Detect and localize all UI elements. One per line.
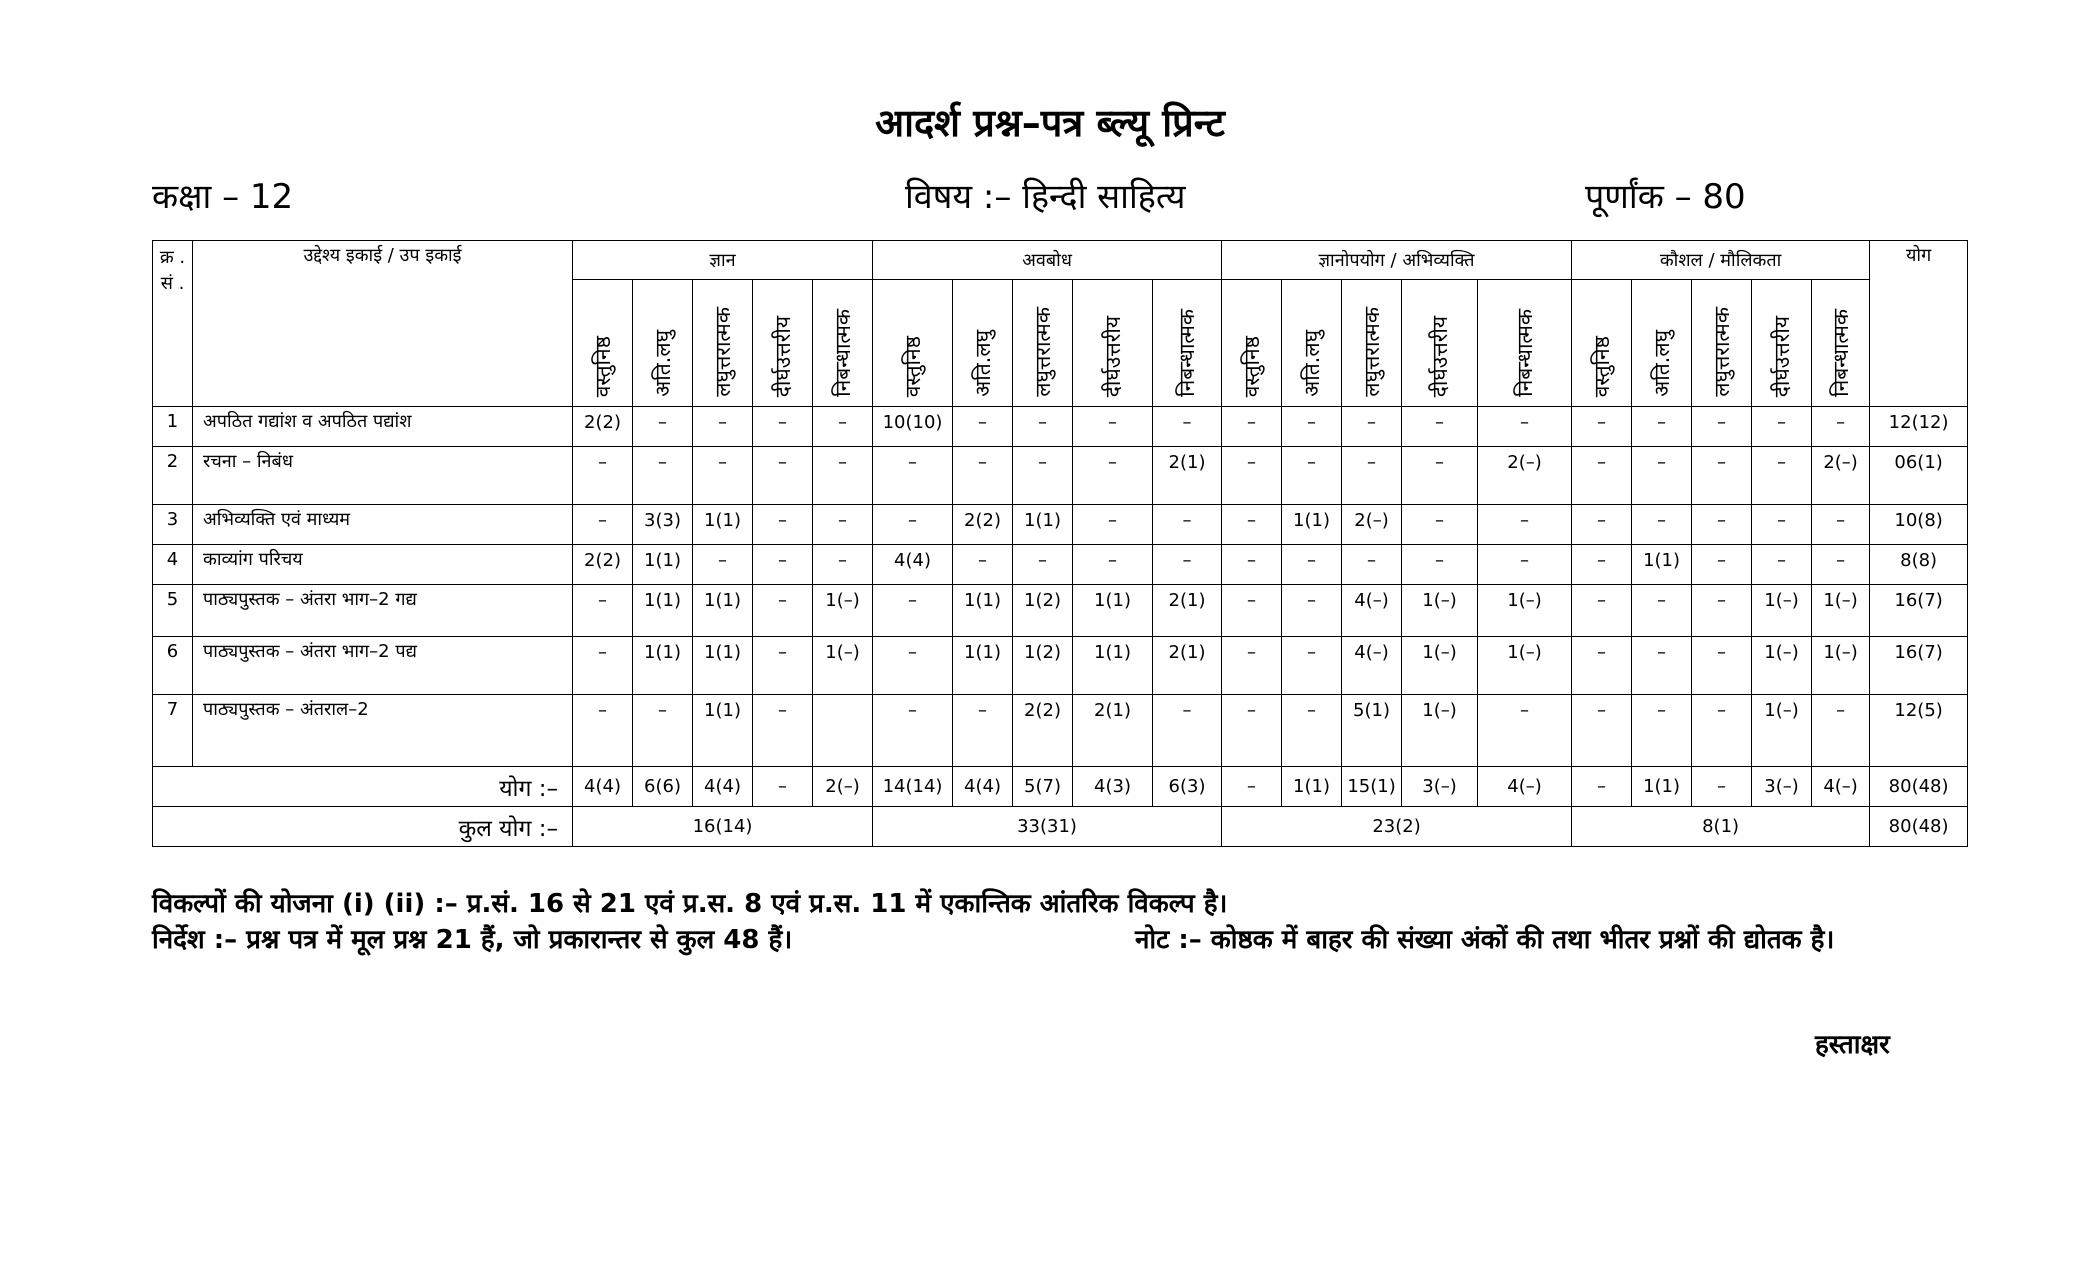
sub-header: [1153, 280, 1222, 407]
sub-header: [1013, 280, 1073, 407]
marks-cell: 1(1): [1013, 505, 1073, 545]
unit-name: रचना – निबंध: [193, 447, 573, 505]
unit-name: अपठित गद्यांश व अपठित पद्यांश: [193, 407, 573, 447]
sum-cell: 1(1): [1282, 767, 1342, 807]
marks-cell: –: [1342, 447, 1402, 505]
marks-cell: [813, 695, 873, 767]
sum-cell: 6(3): [1153, 767, 1222, 807]
sub-header-label: वस्तुनिष्ठ: [1589, 335, 1614, 397]
marks-cell: –: [1692, 585, 1752, 637]
marks-cell: 1(–): [1478, 585, 1572, 637]
marks-cell: –: [1692, 637, 1752, 695]
marks-cell: –: [753, 585, 813, 637]
marks-cell: –: [1692, 545, 1752, 585]
marks-cell: –: [573, 695, 633, 767]
marks-cell: 1(1): [1073, 637, 1153, 695]
marks-cell: –: [1153, 545, 1222, 585]
marks-cell: –: [1572, 447, 1632, 505]
marks-cell: 2(1): [1153, 447, 1222, 505]
marks-cell: –: [1402, 505, 1478, 545]
sub-header-label: निबन्धात्मक: [1512, 309, 1537, 397]
sub-header: [633, 280, 693, 407]
marks-cell: –: [573, 585, 633, 637]
marks-cell: –: [953, 695, 1013, 767]
marks-cell: –: [1402, 545, 1478, 585]
marks-cell: –: [693, 545, 753, 585]
marks-cell: –: [1572, 407, 1632, 447]
marks-cell: 1(1): [1632, 545, 1692, 585]
marks-cell: –: [873, 585, 953, 637]
marks-cell: –: [1222, 407, 1282, 447]
marks-cell: –: [1282, 585, 1342, 637]
footnote: नोट :– कोष्ठक में बाहर की संख्या अंकों की तथा भीतर प्रश्नों की द्योतक है।: [1135, 925, 1835, 955]
marks-cell: –: [1752, 407, 1812, 447]
sub-header: [953, 280, 1013, 407]
sub-header-label: दीर्घउत्तरीय: [1100, 315, 1125, 397]
serial-number: 4: [153, 545, 193, 585]
marks-cell: 1(–): [1478, 637, 1572, 695]
sub-header-label: निबन्धात्मक: [830, 309, 855, 397]
subject-label: विषय :– हिन्दी साहित्य: [905, 177, 1186, 217]
marks-cell: 1(1): [1282, 505, 1342, 545]
marks-cell: –: [1572, 505, 1632, 545]
marks-cell: –: [873, 505, 953, 545]
marks-cell: –: [1752, 447, 1812, 505]
marks-cell: 2(2): [573, 545, 633, 585]
sum-cell: 4(–): [1812, 767, 1870, 807]
marks-cell: –: [1812, 505, 1870, 545]
sum-cell: 1(1): [1632, 767, 1692, 807]
table-row: [153, 637, 1968, 695]
marks-cell: –: [1752, 505, 1812, 545]
marks-cell: –: [1342, 545, 1402, 585]
sub-header: [1752, 280, 1812, 407]
sum-cell: –: [1222, 767, 1282, 807]
sum-row: [153, 767, 1968, 807]
row-total: 12(5): [1870, 695, 1968, 767]
marks-cell: –: [753, 695, 813, 767]
marks-cell: 1(1): [633, 545, 693, 585]
marks-cell: –: [1073, 505, 1153, 545]
sum-cell: 4(4): [953, 767, 1013, 807]
sub-header-label: दीर्घउत्तरीय: [770, 315, 795, 397]
row-total: 16(7): [1870, 585, 1968, 637]
marks-cell: –: [1812, 695, 1870, 767]
marks-cell: 1(–): [1752, 637, 1812, 695]
marks-cell: 1(1): [953, 585, 1013, 637]
sub-header: [1402, 280, 1478, 407]
marks-cell: 1(–): [1812, 637, 1870, 695]
marks-cell: –: [953, 407, 1013, 447]
marks-cell: 1(–): [813, 585, 873, 637]
sub-header: [1073, 280, 1153, 407]
sum-cell: –: [1692, 767, 1752, 807]
direction-note: निर्देश :– प्रश्न पत्र में मूल प्रश्न 21 हैं, जो प्रकारान्तर से कुल 48 हैं।: [152, 925, 793, 955]
grand-total-cell: 33(31): [873, 807, 1222, 847]
sub-header: [1572, 280, 1632, 407]
table-row: [153, 505, 1968, 545]
table-row: [153, 545, 1968, 585]
marks-cell: –: [1692, 505, 1752, 545]
marks-cell: 1(–): [1752, 695, 1812, 767]
marks-cell: –: [753, 637, 813, 695]
sub-header: [873, 280, 953, 407]
marks-cell: 4(4): [873, 545, 953, 585]
marks-cell: 1(–): [1402, 585, 1478, 637]
serial-number: 3: [153, 505, 193, 545]
marks-cell: –: [873, 695, 953, 767]
sum-cell: 4(4): [573, 767, 633, 807]
sum-cell: 5(7): [1013, 767, 1073, 807]
grand-total-cell: 23(2): [1222, 807, 1572, 847]
sum-cell: 4(4): [693, 767, 753, 807]
sub-header-label: अति.लघु: [1649, 330, 1674, 397]
sub-header: [1632, 280, 1692, 407]
marks-cell: –: [1632, 407, 1692, 447]
sub-header: [753, 280, 813, 407]
row-total: 10(8): [1870, 505, 1968, 545]
marks-cell: –: [813, 545, 873, 585]
serial-number: 6: [153, 637, 193, 695]
marks-cell: –: [1632, 447, 1692, 505]
marks-cell: –: [1572, 695, 1632, 767]
marks-cell: –: [633, 695, 693, 767]
sub-header-label: अति.लघु: [1299, 330, 1324, 397]
grand-total-row: [153, 807, 1968, 847]
marks-cell: –: [1153, 695, 1222, 767]
marks-cell: –: [1073, 407, 1153, 447]
marks-cell: 1(1): [693, 505, 753, 545]
marks-cell: –: [1402, 447, 1478, 505]
marks-cell: 4(–): [1342, 585, 1402, 637]
grand-total-value: 80(48): [1870, 807, 1968, 847]
marks-cell: –: [753, 407, 813, 447]
sub-header-label: लघुत्तरात्मक: [1709, 307, 1734, 397]
marks-cell: –: [873, 637, 953, 695]
marks-cell: –: [1812, 407, 1870, 447]
sub-header-label: निबन्धात्मक: [1175, 309, 1200, 397]
marks-cell: –: [1282, 407, 1342, 447]
marks-cell: 1(1): [693, 585, 753, 637]
marks-cell: 2(–): [1342, 505, 1402, 545]
table-row: [153, 407, 1968, 447]
marks-cell: –: [1222, 447, 1282, 505]
marks-cell: –: [1572, 585, 1632, 637]
marks-cell: 1(–): [1402, 695, 1478, 767]
sum-cell: 15(1): [1342, 767, 1402, 807]
row-total: 16(7): [1870, 637, 1968, 695]
marks-cell: –: [1073, 447, 1153, 505]
sum-cell: 4(–): [1478, 767, 1572, 807]
row-total: 12(12): [1870, 407, 1968, 447]
marks-cell: –: [1692, 695, 1752, 767]
marks-cell: 3(3): [633, 505, 693, 545]
sum-cell: 14(14): [873, 767, 953, 807]
sub-header-label: वस्तुनिष्ठ: [590, 335, 615, 397]
marks-cell: –: [873, 447, 953, 505]
sub-header: [1478, 280, 1572, 407]
marks-cell: –: [1812, 545, 1870, 585]
marks-cell: –: [1013, 545, 1073, 585]
marks-cell: 2(1): [1153, 637, 1222, 695]
sub-header-label: लघुत्तरात्मक: [1030, 307, 1055, 397]
marks-cell: 2(2): [1013, 695, 1073, 767]
marks-cell: –: [1013, 447, 1073, 505]
marks-cell: 2(2): [573, 407, 633, 447]
marks-cell: –: [573, 505, 633, 545]
marks-cell: –: [1282, 637, 1342, 695]
signature-label: हस्ताक्षर: [1815, 1030, 1890, 1060]
unit-name: अभिव्यक्ति एवं माध्यम: [193, 505, 573, 545]
unit-name: पाठ्यपुस्तक – अंतराल–2: [193, 695, 573, 767]
unit-name: पाठ्यपुस्तक – अंतरा भाग–2 पद्य: [193, 637, 573, 695]
marks-cell: 5(1): [1342, 695, 1402, 767]
sum-cell: 3(–): [1402, 767, 1478, 807]
sub-header: [1342, 280, 1402, 407]
marks-cell: –: [1013, 407, 1073, 447]
marks-cell: –: [1073, 545, 1153, 585]
marks-cell: –: [633, 447, 693, 505]
marks-cell: 1(–): [813, 637, 873, 695]
marks-cell: 2(2): [953, 505, 1013, 545]
marks-cell: 1(1): [633, 637, 693, 695]
marks-cell: 1(–): [1752, 585, 1812, 637]
marks-cell: –: [1692, 407, 1752, 447]
sub-header-label: अति.लघु: [970, 330, 995, 397]
marks-cell: –: [1282, 447, 1342, 505]
row-total: 06(1): [1870, 447, 1968, 505]
sum-cell: 4(3): [1073, 767, 1153, 807]
grand-total-cell: 16(14): [573, 807, 873, 847]
unit-name: पाठ्यपुस्तक – अंतरा भाग–2 गद्य: [193, 585, 573, 637]
sub-header: [1692, 280, 1752, 407]
marks-cell: –: [1478, 695, 1572, 767]
marks-cell: –: [1632, 637, 1692, 695]
marks-cell: 1(1): [693, 637, 753, 695]
table-row: [153, 695, 1968, 767]
marks-cell: 2(–): [1478, 447, 1572, 505]
sub-header: [1812, 280, 1870, 407]
marks-cell: –: [1478, 505, 1572, 545]
sub-header: [1222, 280, 1282, 407]
marks-cell: –: [1478, 545, 1572, 585]
marks-cell: –: [1402, 407, 1478, 447]
marks-cell: 1(–): [1402, 637, 1478, 695]
sub-header-label: दीर्घउत्तरीय: [1769, 315, 1794, 397]
sub-header: [813, 280, 873, 407]
group-header: ज्ञान: [573, 241, 873, 280]
marks-cell: 1(2): [1013, 585, 1073, 637]
row-total: 8(8): [1870, 545, 1968, 585]
grand-total-cell: 8(1): [1572, 807, 1870, 847]
marks-cell: 1(1): [1073, 585, 1153, 637]
marks-cell: 1(–): [1812, 585, 1870, 637]
sub-header-label: वस्तुनिष्ठ: [1239, 335, 1264, 397]
grand-total-label: कुल योग :–: [153, 807, 573, 847]
marks-cell: –: [1222, 505, 1282, 545]
sum-cell: –: [1572, 767, 1632, 807]
marks-cell: –: [1222, 585, 1282, 637]
marks-cell: –: [813, 505, 873, 545]
total-header: योग: [1870, 241, 1968, 407]
sub-header: [573, 280, 633, 407]
sub-header-label: वस्तुनिष्ठ: [900, 335, 925, 397]
table-row: [153, 585, 1968, 637]
marks-cell: –: [753, 505, 813, 545]
marks-cell: –: [1478, 407, 1572, 447]
marks-cell: –: [813, 447, 873, 505]
serial-number: 7: [153, 695, 193, 767]
marks-cell: –: [1222, 637, 1282, 695]
marks-cell: –: [1752, 545, 1812, 585]
options-note: विकल्पों की योजना (i) (ii) :– प्र.सं. 16 से 21 एवं प्र.स. 8 एवं प्र.स. 11 में एकान्तिक आंतरिक विकल्प है।: [152, 889, 1228, 919]
marks-cell: –: [1282, 545, 1342, 585]
serial-number: 2: [153, 447, 193, 505]
marks-cell: 2(1): [1153, 585, 1222, 637]
marks-cell: –: [1692, 447, 1752, 505]
marks-cell: 1(2): [1013, 637, 1073, 695]
marks-cell: 4(–): [1342, 637, 1402, 695]
marks-cell: –: [573, 447, 633, 505]
page-title: आदर्श प्रश्न–पत्र ब्ल्यू प्रिन्ट: [875, 101, 1225, 145]
marks-cell: –: [1342, 407, 1402, 447]
marks-cell: –: [1572, 637, 1632, 695]
marks-cell: –: [1572, 545, 1632, 585]
marks-cell: 1(1): [633, 585, 693, 637]
marks-cell: –: [1632, 695, 1692, 767]
marks-cell: –: [1153, 407, 1222, 447]
marks-cell: –: [693, 407, 753, 447]
sum-cell: 6(6): [633, 767, 693, 807]
group-header: कौशल / मौलिकता: [1572, 241, 1870, 280]
marks-label: पूर्णांक – 80: [1585, 177, 1746, 217]
marks-cell: –: [953, 447, 1013, 505]
sum-total: 80(48): [1870, 767, 1968, 807]
marks-cell: –: [633, 407, 693, 447]
marks-cell: –: [1632, 505, 1692, 545]
sum-cell: 3(–): [1752, 767, 1812, 807]
table-row: [153, 447, 1968, 505]
marks-cell: –: [1282, 695, 1342, 767]
sub-header-label: दीर्घउत्तरीय: [1427, 315, 1452, 397]
class-label: कक्षा – 12: [152, 177, 294, 217]
marks-cell: –: [573, 637, 633, 695]
marks-cell: 2(1): [1073, 695, 1153, 767]
marks-cell: –: [1222, 545, 1282, 585]
serial-number: 5: [153, 585, 193, 637]
sub-header-label: लघुत्तरात्मक: [1359, 307, 1384, 397]
marks-cell: 1(1): [953, 637, 1013, 695]
marks-cell: –: [693, 447, 753, 505]
marks-cell: 1(1): [693, 695, 753, 767]
sum-label: योग :–: [153, 767, 573, 807]
marks-cell: –: [1153, 505, 1222, 545]
sum-cell: 2(–): [813, 767, 873, 807]
marks-cell: –: [753, 545, 813, 585]
sub-header-label: लघुत्तरात्मक: [710, 307, 735, 397]
sub-header: [693, 280, 753, 407]
marks-cell: –: [1632, 585, 1692, 637]
group-header: अवबोध: [873, 241, 1222, 280]
sub-header: [1282, 280, 1342, 407]
sum-cell: –: [753, 767, 813, 807]
marks-cell: –: [1222, 695, 1282, 767]
marks-cell: 2(–): [1812, 447, 1870, 505]
marks-cell: –: [753, 447, 813, 505]
unit-name: काव्यांग परिचय: [193, 545, 573, 585]
blueprint-table: [152, 240, 1968, 847]
sub-header-label: अति.लघु: [650, 330, 675, 397]
unit-header: उद्देश्य इकाई / उप इकाई: [193, 241, 573, 407]
sub-header-label: निबन्धात्मक: [1828, 309, 1853, 397]
marks-cell: 10(10): [873, 407, 953, 447]
group-header: ज्ञानोपयोग / अभिव्यक्ति: [1222, 241, 1572, 280]
marks-cell: –: [813, 407, 873, 447]
marks-cell: –: [953, 545, 1013, 585]
serial-number: 1: [153, 407, 193, 447]
sn-header: क्र . सं .: [153, 241, 193, 407]
